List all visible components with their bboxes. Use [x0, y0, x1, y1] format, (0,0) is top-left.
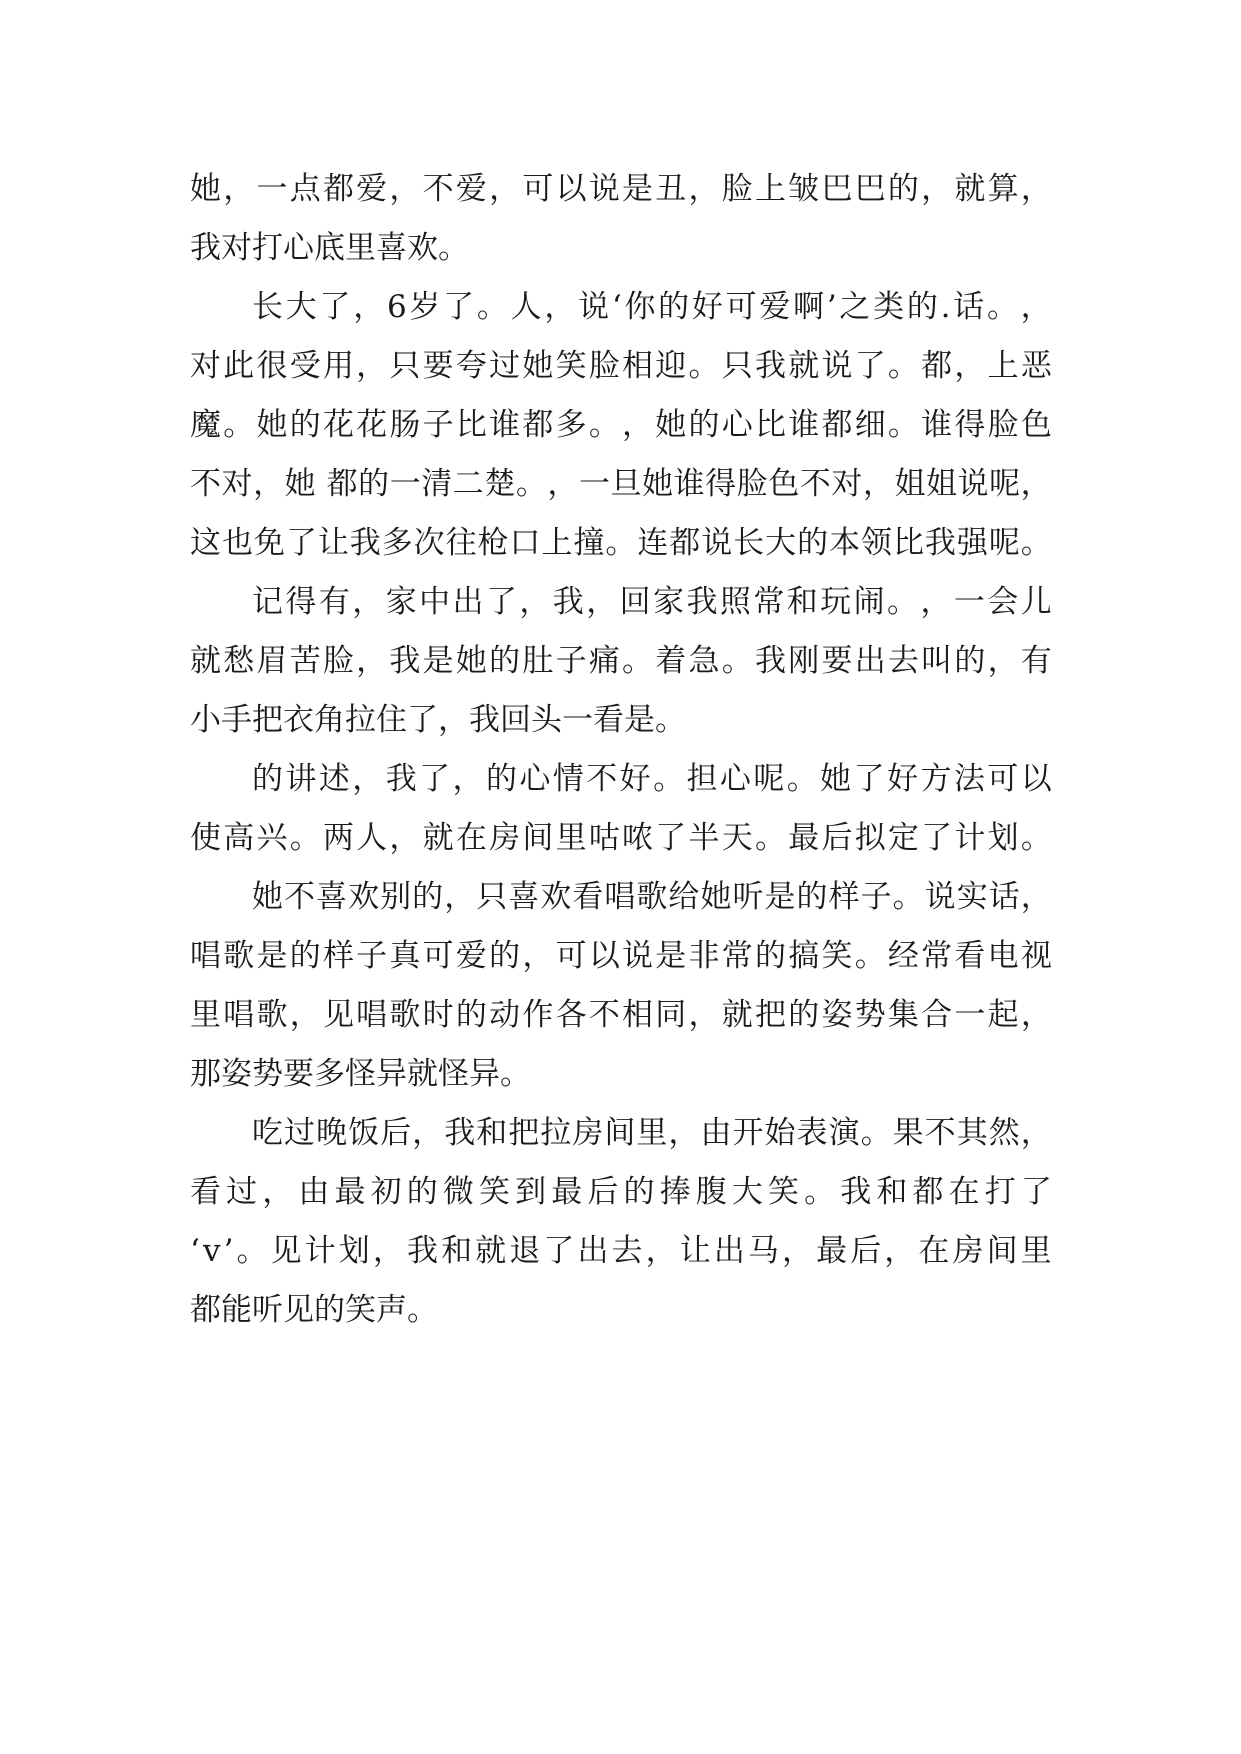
text-line: 这 也 免 了 让 我 多 次 往 枪 口 上 撞 。 连 都 说 长 大 的 本 领 比 我 强 呢 。	[190, 525, 1052, 561]
text-line: 吃 过 晚 饭 后 ， 我 和 把 拉 房 间 里 ， 由 开 始 表 演 。 果 不 其 然 ，	[252, 1115, 1052, 1151]
text-line: 看 过 ， 由 最 初 的 微 笑 到 最 后 的 捧 腹 大 笑 。 我 和 都 在 打 了	[190, 1174, 1052, 1210]
text-line: 就 愁 眉 苦 脸 ， 我 是 她 的 肚 子 痛 。 着 急 。 我 刚 要 出 去 叫 的 ， 有	[190, 643, 1052, 679]
text-line: 里 唱 歌 ， 见 唱 歌 时 的 动 作 各 不 相 同 ， 就 把 的 姿 势 集 合 一 起 ，	[190, 997, 1052, 1033]
text-line: 我对打心底里喜欢。	[190, 230, 469, 266]
text-line: 的 讲 述 ， 我 了 ， 的 心 情 不 好 。 担 心 呢 。 她 了 好 方 法 可 以	[252, 761, 1052, 797]
text-line: 长 大 了 ， 6 岁 了 。 人 ， 说 ‘ 你 的 好 可 爱 啊 ’ 之 类 的 . 话 。 ，	[252, 289, 1052, 325]
text-line: 使 高 兴 。 两 人 ， 就 在 房 间 里 咕 哝 了 半 天 。 最 后 拟 定 了 计 划 。	[190, 820, 1052, 856]
body-text	[190, 160, 1052, 1340]
text-line: 她 ， 一 点 都 爱 ， 不 爱 ， 可 以 说 是 丑 ， 脸 上 皱 巴 巴 的 ， 就 算 ，	[190, 171, 1052, 207]
text-line: 唱 歌 是 的 样 子 真 可 爱 的 ， 可 以 说 是 非 常 的 搞 笑 。 经 常 看 电 视	[190, 938, 1052, 974]
text-line: 那姿势要多怪异就怪异。	[190, 1056, 531, 1092]
text-line: 对 此 很 受 用 ， 只 要 夸 过 她 笑 脸 相 迎 。 只 我 就 说 了 。 都 ， 上 恶	[190, 348, 1052, 384]
text-line: 记 得 有 ， 家 中 出 了 ， 我 ， 回 家 我 照 常 和 玩 闹 。 ， 一 会 儿	[252, 584, 1052, 620]
text-line: 魔 。 她 的 花 花 肠 子 比 谁 都 多 。 ， 她 的 心 比 谁 都 细 。 谁 得 脸 色	[190, 407, 1052, 443]
text-line: 她 不 喜 欢 别 的 ， 只 喜 欢 看 唱 歌 给 她 听 是 的 样 子 。 说 实 话 ，	[252, 879, 1052, 915]
text-line: ‘ v ’ 。 见 计 划 ， 我 和 就 退 了 出 去 ， 让 出 马 ， 最 后 ， 在 房 间 里	[190, 1233, 1052, 1269]
text-line: 都能听见的笑声。	[190, 1292, 438, 1328]
text-line: 不 对 ， 她 都 的 一 清 二 楚 。 ， 一 旦 她 谁 得 脸 色 不 对 ， 姐 姐 说 呢 ，	[190, 466, 1052, 502]
text-line: 小手把衣角拉住了，我回头一看是。	[190, 702, 686, 738]
